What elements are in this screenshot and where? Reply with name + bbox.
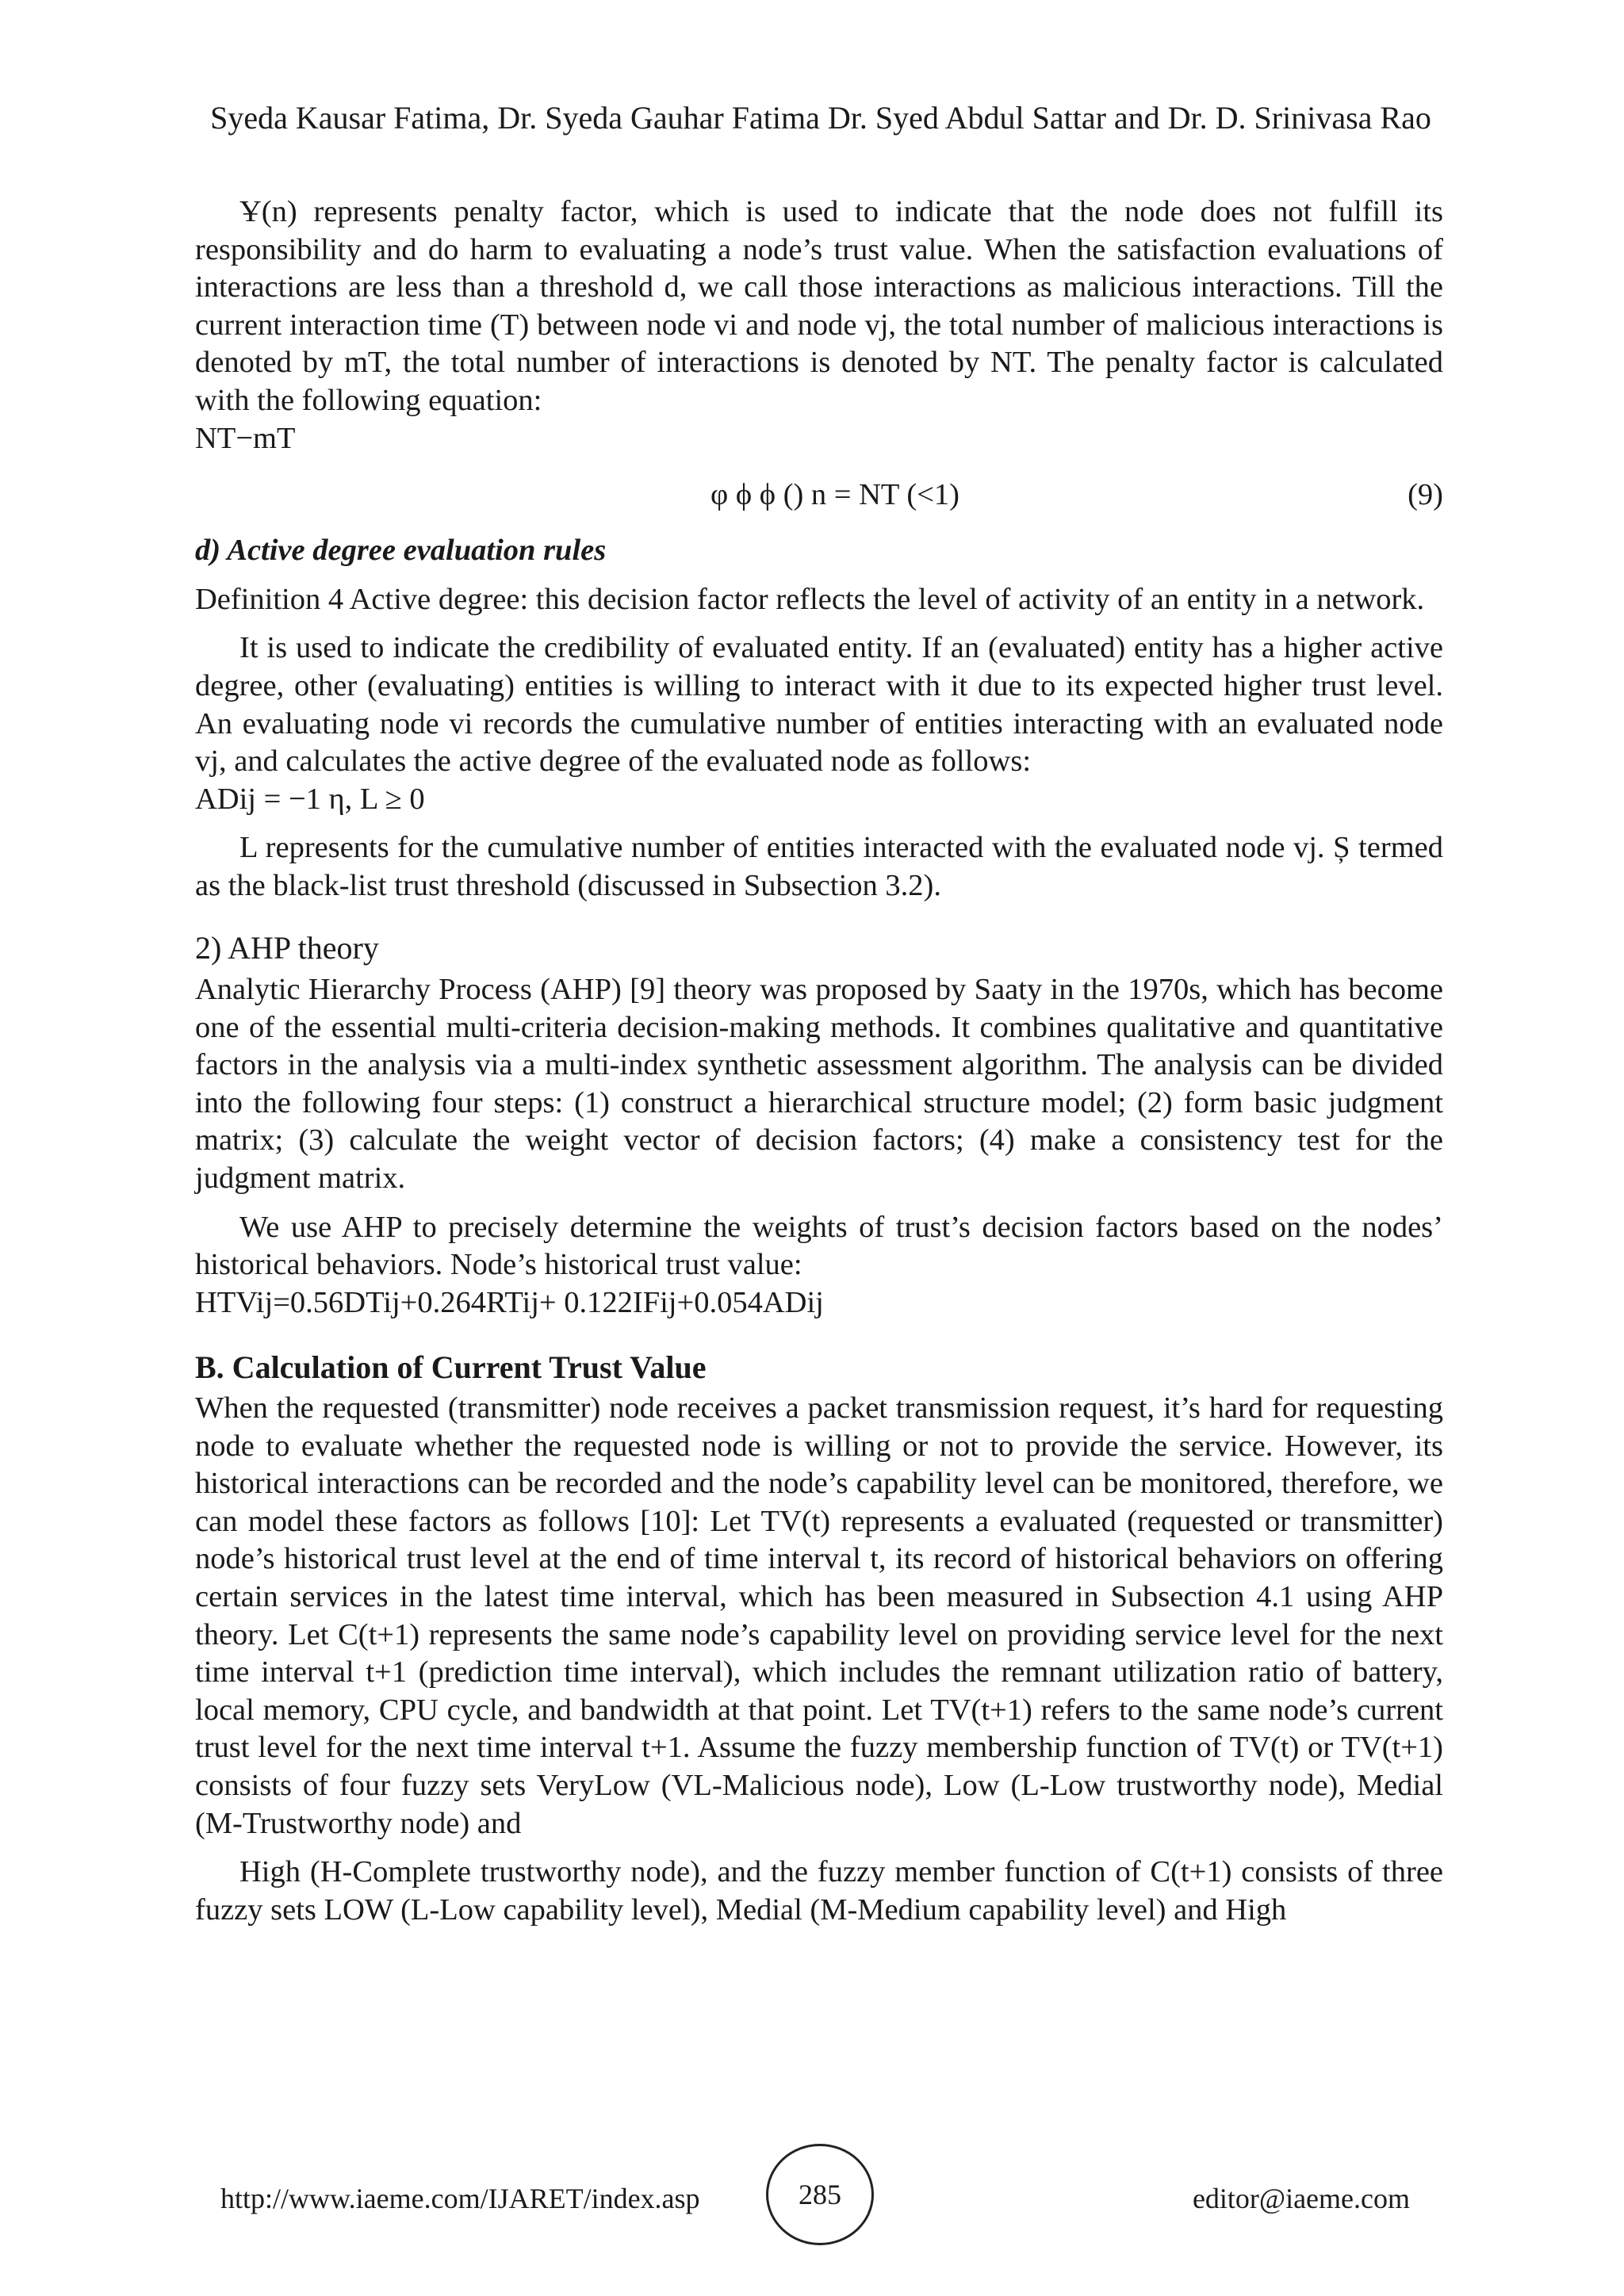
formula-line-ntmt: NT−mT [195,421,296,455]
section-heading-active-degree: d) Active degree evaluation rules [195,534,607,568]
running-header: Syeda Kausar Fatima, Dr. Syeda Gauhar Fatima Dr. Syed Abdul Sattar and Dr. D. Srinivasa Rao [210,100,1431,136]
paragraph-penalty-factor: Ұ(n) represents penalty factor, which is used to indicate that the node does not fulfill its responsibility and do harm to evaluating a node’s trust value. When the satisfaction evaluations of interactions are less than a threshold d, we call those interactions as malicious interactions. Till the current interaction time (T) between node vi and node vj, the total number of malicious interactions is denoted by mT, the total number of interactions is denoted by NT. The penalty factor is calculated with the following equation: [195,195,1443,417]
page-number-badge [766,2144,874,2245]
footer-url-link[interactable]: http://www.iaeme.com/IJARET/index.asp [220,2183,700,2214]
page-number: 285 [799,2179,841,2210]
paragraph-fuzzy-sets: High (H-Complete trustworthy node), and the fuzzy member function of C(t+1) consists of three fuzzy sets LOW (L-Low capability level), Medial (M-Medium capability level) and High [195,1855,1443,1927]
main-text [195,193,1443,1929]
section-heading-current-trust: B. Calculation of Current Trust Value [195,1349,707,1386]
paragraph-ahp-weights: We use AHP to precisely determine the weights of trust’s decision factors based on the nodes’ historical behaviors. Node’s historical trust value: [195,1210,1443,1282]
definition-4: Definition 4 Active degree: this decision factor reflects the level of activity of an entity in a network. [195,582,1425,616]
equation-9-expression: φ ϕ ϕ () n = NT (<1) [710,478,959,512]
formula-line-adij: ADij = −1 η, L ≥ 0 [195,782,425,816]
paragraph-cumulative-entities: L represents for the cumulative number of entities interacted with the evaluated node vj. Ș termed as the black-list trust threshold (discussed in Subsection 3.2). [195,831,1443,902]
paragraph-active-degree: It is used to indicate the credibility of evaluated entity. If an (evaluated) entity has a higher active degree, other (evaluating) entities is willing to interact with it due to its expected higher trust level. An evaluating node vi records the cumulative number of entities interacting with an evaluated node vj, and calculates the active degree of the evaluated node as follows: [195,631,1443,779]
page-footer [0,2141,1624,2252]
paragraph-ahp-intro: Analytic Hierarchy Process (AHP) [9] theory was proposed by Saaty in the 1970s, which has become one of the essential multi-criteria decision-making methods. It combines qualitative and quantitative factors in the analysis via a multi-index synthetic assessment algorithm. The analysis can be divided into the following four steps: (1) construct a hierarchical structure model; (2) form basic judgment matrix; (3) calculate the weight vector of decision factors; (4) make a consistency test for the judgment matrix. [195,973,1443,1196]
equation-9-number: (9) [1408,478,1443,512]
section-heading-ahp: 2) AHP theory [195,929,379,966]
formula-line-htvij: HTVij=0.56DTij+0.264RTij+ 0.122IFij+0.054ADij [195,1285,824,1319]
equation-9 [195,476,1443,515]
paragraph-current-trust: When the requested (transmitter) node receives a packet transmission request, it’s hard for requesting node to evaluate whether the requested node is willing or not to provide the service. However, its historical interactions can be recorded and the node’s capability level can be monitored, therefore, we can model these factors as follows [10]: Let TV(t) represents a evaluated (requested or transmitter) node’s historical trust level at the end of time interval t, its record of historical behaviors on offering certain services in the latest time interval, which has been measured in Subsection 4.1 using AHP theory. Let C(t+1) represents the same node’s capability level on providing service level for the next time interval t+1 (prediction time interval), which includes the remnant utilization ratio of battery, local memory, CPU cycle, and bandwidth at that point. Let TV(t+1) refers to the same node’s current trust level for the next time interval t+1. Assume the fuzzy membership function of TV(t) or TV(t+1) consists of four fuzzy sets VeryLow (VL-Malicious node), Low (L-Low trustworthy node), Medial (M-Trustworthy node) and [195,1391,1443,1840]
footer-email-link[interactable]: editor@iaeme.com [1192,2183,1410,2214]
